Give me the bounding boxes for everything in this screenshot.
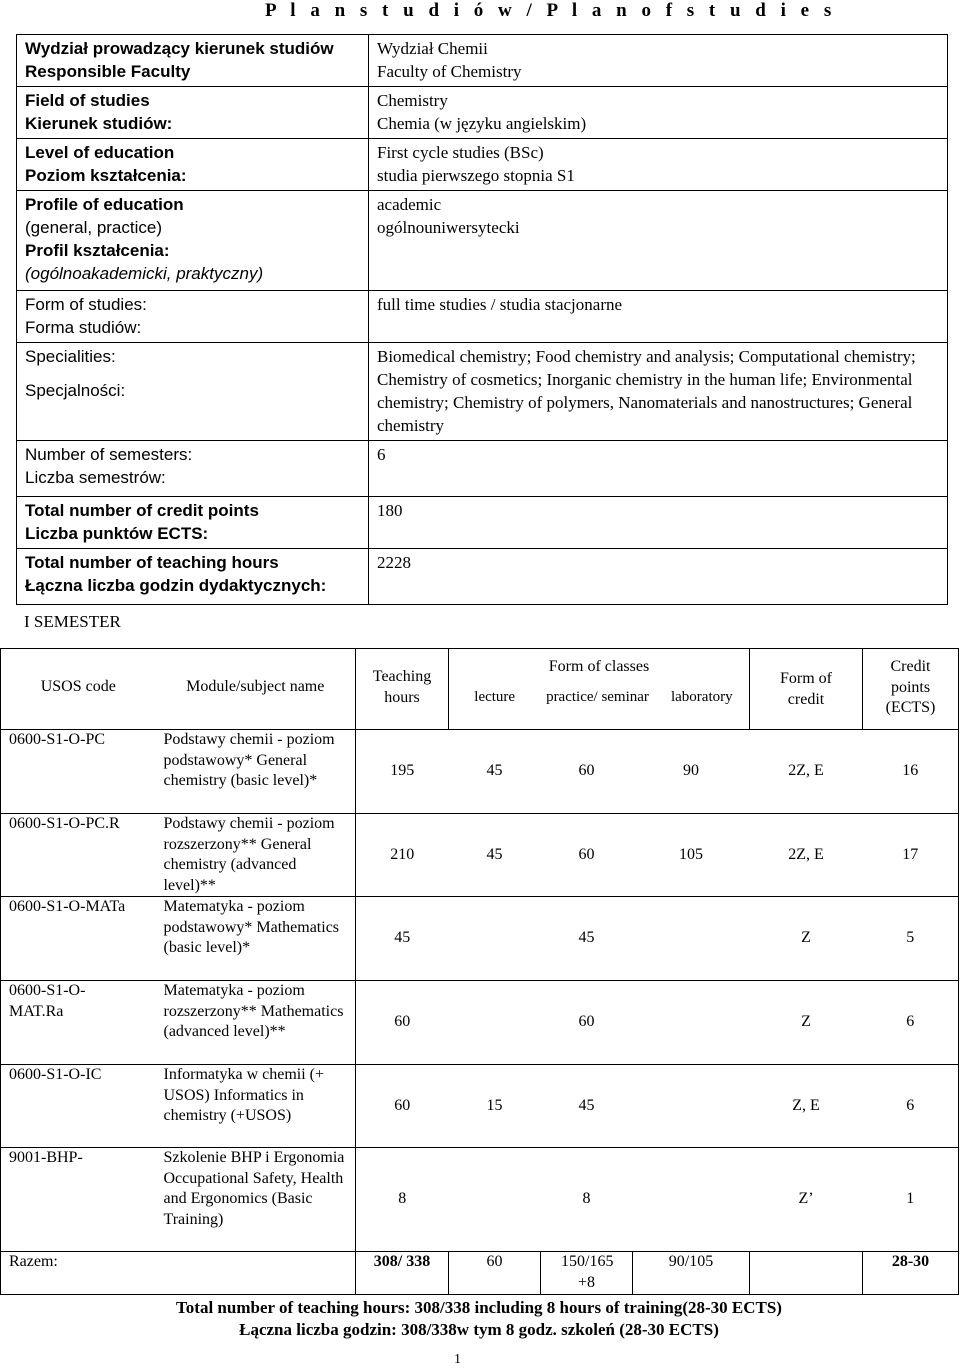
row-name: Podstawy chemii - poziom podstawowy* General chemistry (basic level)* <box>156 730 356 814</box>
row-practice: 60 <box>541 730 633 814</box>
header-form-of-credit <box>750 649 863 730</box>
semester-heading: I SEMESTER <box>24 612 121 631</box>
row-credit: Z <box>750 897 863 981</box>
profile-label <box>17 191 369 291</box>
profile-label-en-sub: (general, practice) <box>25 218 163 237</box>
row-ects: 1 <box>863 1148 959 1252</box>
row-hours: 45 <box>356 897 449 981</box>
level-label-en: Level of education <box>25 143 175 162</box>
row-code: 9001-BHP- <box>1 1148 156 1252</box>
row-lecture: 15 <box>449 1065 541 1148</box>
hours-label <box>17 549 369 605</box>
header-code-label: USOS code <box>40 678 116 695</box>
row-lab: 90 <box>633 730 750 814</box>
row-ects: 5 <box>863 897 959 981</box>
page-title: P l a n s t u d i ó w / P l a n o f s t u d i e s <box>265 0 837 21</box>
row-lecture <box>449 897 541 981</box>
row-credit: Z, E <box>750 1065 863 1148</box>
level-label-pl: Poziom kształcenia: <box>25 166 187 185</box>
hours-total: 2228 <box>377 553 411 572</box>
row-hours: 8 <box>356 1148 449 1252</box>
hours-label-en: Total number of teaching hours <box>25 553 279 572</box>
profile-label-pl-sub: (ogólnoakademicki, praktyczny) <box>25 264 264 283</box>
row-practice: 45 <box>541 897 633 981</box>
row-lab <box>633 981 750 1065</box>
row-ects: 17 <box>863 814 959 897</box>
row-hours: 60 <box>356 981 449 1065</box>
field-label <box>17 87 369 139</box>
header-form-of-classes <box>449 649 750 730</box>
row-code: 0600-S1-O-MATa <box>1 897 156 981</box>
semesters-count: 6 <box>377 445 386 464</box>
summary-lab: 90/105 <box>633 1252 750 1295</box>
table-row <box>1 981 959 1065</box>
row-practice: 60 <box>541 814 633 897</box>
field-pl: Chemia (w języku angielskim) <box>377 114 587 133</box>
field-value <box>369 87 948 139</box>
table-row <box>1 1065 959 1148</box>
row-lecture <box>449 1148 541 1252</box>
summary-row <box>1 1252 959 1295</box>
credits-label <box>17 497 369 549</box>
faculty-label-en: Responsible Faculty <box>25 62 191 81</box>
row-name: Informatyka w chemii (+ USOS) Informatics in chemistry (+USOS) <box>156 1065 356 1148</box>
header-name <box>156 649 356 730</box>
row-practice: 8 <box>541 1148 633 1252</box>
row-code: 0600-S1-O-IC <box>1 1065 156 1148</box>
header-laboratory: laboratory <box>670 688 733 705</box>
field-label-pl: Kierunek studiów: <box>25 114 173 133</box>
credits-label-pl: Liczba punktów ECTS: <box>25 524 209 543</box>
row-code: 0600-S1-O-MAT.Ra <box>1 981 156 1065</box>
row-code: 0600-S1-O-PC <box>1 730 156 814</box>
header-code <box>1 649 156 730</box>
semesters-value <box>369 441 948 497</box>
profile-label-pl: Profil kształcenia: <box>25 241 170 260</box>
field-en: Chemistry <box>377 91 448 110</box>
row-lab <box>633 1148 750 1252</box>
semesters-label-en: Number of semesters: <box>25 445 193 464</box>
row-practice: 60 <box>541 981 633 1065</box>
row-ects: 6 <box>863 1065 959 1148</box>
level-label <box>17 139 369 191</box>
row-hours: 210 <box>356 814 449 897</box>
header-hours <box>356 649 449 730</box>
spec-label <box>17 343 369 441</box>
table-row <box>1 897 959 981</box>
header-credit-points-label: Credit points (ECTS) <box>885 658 936 716</box>
row-name: Matematyka - poziom rozszerzony** Mathematics (advanced level)** <box>156 981 356 1065</box>
row-credit: Z <box>750 981 863 1065</box>
row-name: Podstawy chemii - poziom rozszerzony** General chemistry (advanced level)** <box>156 814 356 897</box>
profile-pl: ogólnouniwersytecki <box>377 218 520 237</box>
summary-practice: 150/165 +8 <box>541 1252 633 1295</box>
row-lab <box>633 1065 750 1148</box>
faculty-label-pl: Wydział prowadzący kierunek studiów <box>25 39 334 58</box>
credits-value <box>369 497 948 549</box>
table-row <box>1 814 959 897</box>
row-lab <box>633 897 750 981</box>
row-hours: 60 <box>356 1065 449 1148</box>
row-name: Szkolenie BHP i Ergonomia Occupational Safety, Health and Ergonomics (Basic Training) <box>156 1148 356 1252</box>
faculty-label <box>17 35 369 87</box>
form-label-pl: Forma studiów: <box>25 318 142 337</box>
row-code: 0600-S1-O-PC.R <box>1 814 156 897</box>
profile-label-en: Profile of education <box>25 195 184 214</box>
faculty-value <box>369 35 948 87</box>
row-credit: Z’ <box>750 1148 863 1252</box>
level-pl: studia pierwszego stopnia S1 <box>377 166 575 185</box>
faculty-en: Faculty of Chemistry <box>377 62 522 81</box>
row-lecture <box>449 981 541 1065</box>
semesters-label-pl: Liczba semestrów: <box>25 468 166 487</box>
credits-label-en: Total number of credit points <box>25 501 259 520</box>
profile-value <box>369 191 948 291</box>
hours-label-pl: Łączna liczba godzin dydaktycznych: <box>25 576 327 595</box>
row-ects: 16 <box>863 730 959 814</box>
specialities: Biomedical chemistry; Food chemistry and analysis; Computational chemistry; Chemistry of cosmetics; Inorganic chemistry in the human life; Environmental chemistry; Chemistry of polymers, Nanomaterials and nanostructures; General chemistry <box>377 347 916 435</box>
row-lab: 105 <box>633 814 750 897</box>
field-label-en: Field of studies <box>25 91 150 110</box>
semester-table <box>0 648 959 1295</box>
header-lecture: lecture <box>474 688 516 705</box>
summary-hours: 308/ 338 <box>356 1252 449 1295</box>
credits-total: 180 <box>377 501 403 520</box>
hours-value <box>369 549 948 605</box>
level-en: First cycle studies (BSc) <box>377 143 544 162</box>
summary-credit <box>750 1252 863 1295</box>
row-credit: 2Z, E <box>750 730 863 814</box>
header-name-label: Module/subject name <box>186 678 325 695</box>
header-credit-points <box>863 649 959 730</box>
row-credit: 2Z, E <box>750 814 863 897</box>
faculty-pl: Wydział Chemii <box>377 39 488 58</box>
row-lecture: 45 <box>449 814 541 897</box>
semesters-label <box>17 441 369 497</box>
header-hours-label: Teaching hours <box>372 668 432 706</box>
header-practice: practice/ seminar <box>546 688 649 705</box>
spec-label-pl: Specjalności: <box>25 381 126 400</box>
summary-lecture: 60 <box>449 1252 541 1295</box>
totals-en: Total number of teaching hours: 308/338 including 8 hours of training(28-30 ECTS) <box>176 1298 782 1317</box>
form-label-en: Form of studies: <box>25 295 147 314</box>
programme-info-table <box>16 34 948 605</box>
row-ects: 6 <box>863 981 959 1065</box>
form-value <box>369 291 948 343</box>
totals-pl: Łączna liczba godzin: 308/338w tym 8 godz. szkoleń (28-30 ECTS) <box>239 1320 719 1339</box>
row-practice: 45 <box>541 1065 633 1148</box>
spec-label-en: Specialities: <box>25 347 116 366</box>
row-hours: 195 <box>356 730 449 814</box>
row-lecture: 45 <box>449 730 541 814</box>
level-value <box>369 139 948 191</box>
form-label <box>17 291 369 343</box>
summary-ects: 28-30 <box>863 1252 959 1295</box>
summary-label: Razem: <box>1 1252 356 1295</box>
header-form-of-classes-label: Form of classes <box>548 658 650 675</box>
page-number: 1 <box>454 1352 461 1367</box>
header-form-of-credit-label: Form of credit <box>780 670 832 708</box>
table-row <box>1 1148 959 1252</box>
form-of-studies: full time studies / studia stacjonarne <box>377 295 623 314</box>
profile-en: academic <box>377 195 442 214</box>
spec-value <box>369 343 948 441</box>
row-name: Matematyka - poziom podstawowy* Mathematics (basic level)* <box>156 897 356 981</box>
table-row <box>1 730 959 814</box>
